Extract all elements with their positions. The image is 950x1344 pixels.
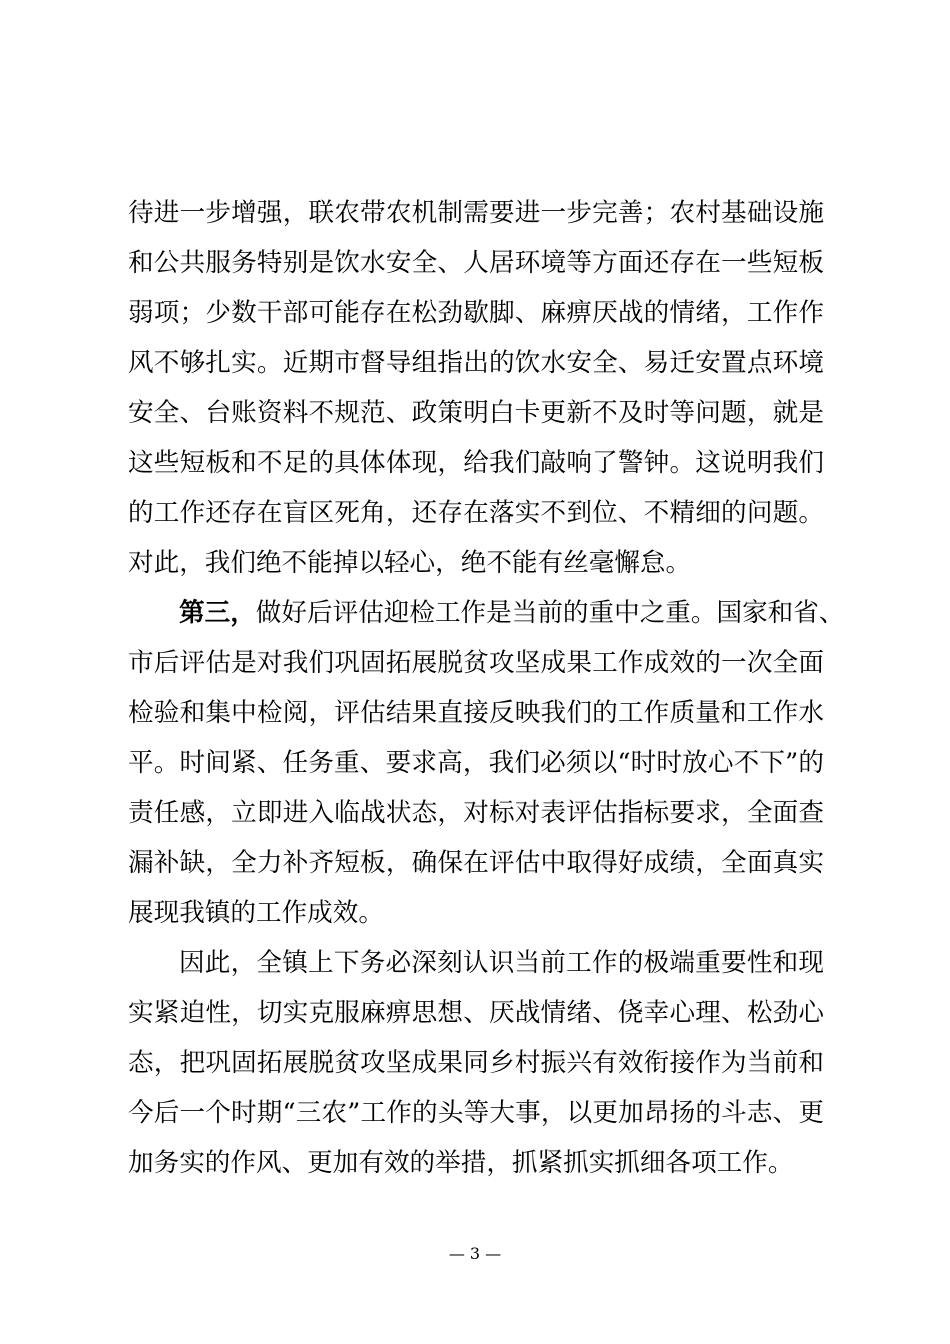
text-line: 漏补缺，全力补齐短板，确保在评估中取得好成绩，全面真实 xyxy=(128,848,824,878)
text-line: 检验和集中检阅，评估结果直接反映我们的工作质量和工作水 xyxy=(128,698,824,728)
text-line: 待进一步增强，联农带农机制需要进一步完善；农村基础设施 xyxy=(128,198,824,228)
text-line: 市后评估是对我们巩固拓展脱贫攻坚成果工作成效的一次全面 xyxy=(128,648,824,678)
paragraph-first-line: 因此，全镇上下务必深刻认识当前工作的极端重要性和现 xyxy=(179,948,824,978)
bold-lead: 第三， xyxy=(179,598,256,628)
text-line: 的工作还存在盲区死角，还存在落实不到位、不精细的问题。 xyxy=(128,498,824,528)
text-line: 展现我镇的工作成效。 xyxy=(128,898,384,928)
paragraph-first-line xyxy=(128,588,845,638)
text-line: 实紧迫性，切实克服麻痹思想、厌战情绪、侥幸心理、松劲心 xyxy=(128,998,824,1028)
text-line: 安全、台账资料不规范、政策明白卡更新不及时等问题，就是 xyxy=(128,398,824,428)
text-line: 风不够扎实。近期市督导组指出的饮水安全、易迁安置点环境 xyxy=(128,348,824,378)
text-line: 加务实的作风、更加有效的举措，抓紧抓实抓细各项工作。 xyxy=(128,1148,794,1178)
text-line: 这些短板和不足的具体体现，给我们敲响了警钟。这说明我们 xyxy=(128,448,824,478)
text-line: 弱项；少数干部可能存在松劲歇脚、麻痹厌战的情绪，工作作 xyxy=(128,298,824,328)
text-line: 责任感，立即进入临战状态，对标对表评估指标要求，全面查 xyxy=(128,798,824,828)
text-line: 今后一个时期“三农”工作的头等大事，以更加昂扬的斗志、更 xyxy=(128,1098,824,1128)
text-line: 对此，我们绝不能掉以轻心，绝不能有丝毫懈怠。 xyxy=(128,548,692,578)
text-span: 做好后评估迎检工作是当前的重中之重。国家和省、 xyxy=(255,598,845,628)
page-number: — 3 — xyxy=(448,1244,502,1263)
text-line: 和公共服务特别是饮水安全、人居环境等方面还存在一些短板 xyxy=(128,248,824,278)
text-line: 态，把巩固拓展脱贫攻坚成果同乡村振兴有效衔接作为当前和 xyxy=(128,1048,824,1078)
text-line: 平。时间紧、任务重、要求高，我们必须以“时时放心不下”的 xyxy=(128,748,824,778)
document-body xyxy=(128,188,845,1188)
